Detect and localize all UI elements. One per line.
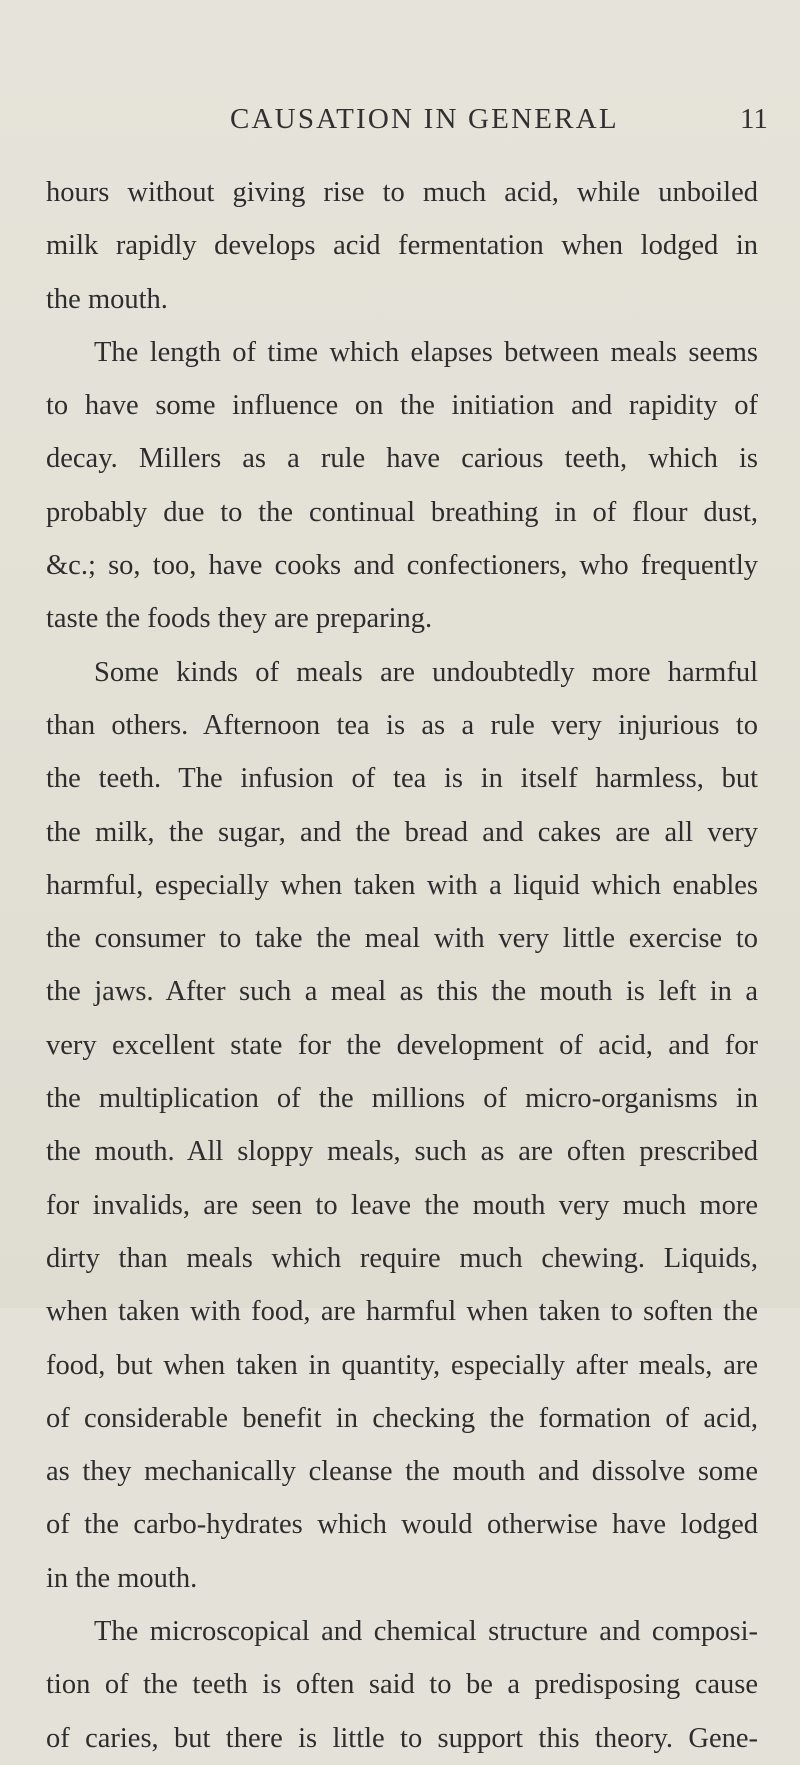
- text-line: the milk, the sugar, and the bread and cakes are all very: [46, 816, 758, 848]
- text-line: the multiplication of the millions of micro-organisms in: [46, 1083, 758, 1115]
- text-line: the jaws. After such a meal as this the mouth is left in a: [46, 976, 758, 1008]
- text-line: dirty than meals which require much chewing. Liquids,: [46, 1242, 758, 1274]
- body-text: [46, 166, 758, 1765]
- text-line: decay. Millers as a rule have carious teeth, which is: [46, 443, 758, 475]
- text-line: of considerable benefit in checking the formation of acid,: [46, 1402, 758, 1434]
- text-line: The length of time which elapses between meals seems: [94, 336, 758, 368]
- text-line: Some kinds of meals are undoubtedly more harmful: [94, 656, 758, 688]
- text-line: to have some influence on the initiation and rapidity of: [46, 390, 758, 422]
- running-head: [0, 103, 800, 143]
- text-line: milk rapidly develops acid fermentation when lodged in: [46, 230, 758, 262]
- text-line: the mouth. All sloppy meals, such as are often prescribed: [46, 1136, 758, 1168]
- text-line: probably due to the continual breathing in of flour dust,: [46, 496, 758, 528]
- text-line: the mouth.: [46, 283, 168, 315]
- text-line: the teeth. The infusion of tea is in itself harmless, but: [46, 763, 758, 795]
- text-line: hours without giving rise to much acid, while unboiled: [46, 177, 758, 208]
- text-line: when taken with food, are harmful when taken to soften the: [46, 1296, 758, 1328]
- text-line: &c.; so, too, have cooks and confectioners, who frequently: [46, 550, 758, 582]
- text-line: in the mouth.: [46, 1562, 198, 1594]
- text-line: of caries, but there is little to support this theory. Gene-: [46, 1722, 758, 1754]
- text-line: of the carbo-hydrates which would otherwise have lodged: [46, 1509, 758, 1541]
- text-line: the consumer to take the meal with very little exercise to: [46, 923, 758, 955]
- text-line: The microscopical and chemical structure and composi-: [94, 1616, 758, 1648]
- text-line: very excellent state for the development of acid, and for: [46, 1029, 758, 1061]
- text-line: tion of the teeth is often said to be a predisposing cause: [46, 1669, 758, 1701]
- text-line: as they mechanically cleanse the mouth and dissolve some: [46, 1456, 758, 1488]
- text-line: harmful, especially when taken with a liquid which enables: [46, 869, 758, 901]
- text-line: food, but when taken in quantity, especially after meals, are: [46, 1349, 758, 1381]
- page-number: 11: [740, 103, 768, 135]
- text-line: taste the foods they are preparing.: [46, 603, 433, 635]
- running-title: CAUSATION IN GENERAL: [230, 103, 619, 135]
- text-line: for invalids, are seen to leave the mouth very much more: [46, 1189, 758, 1221]
- text-line: than others. Afternoon tea is as a rule very injurious to: [46, 709, 758, 741]
